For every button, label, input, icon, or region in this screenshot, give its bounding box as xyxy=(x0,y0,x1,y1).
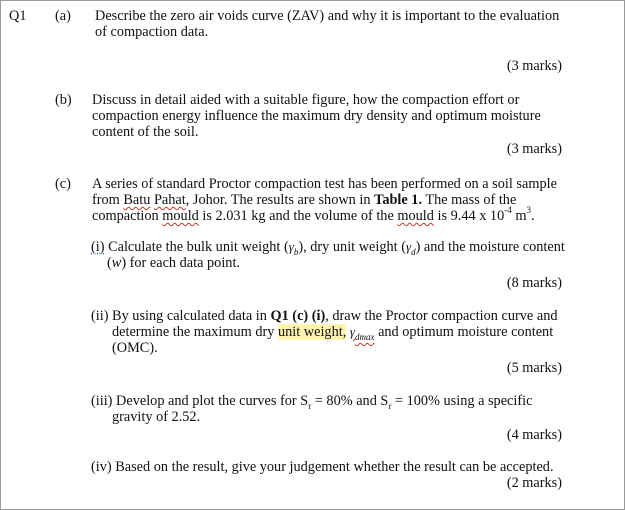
text-mass-value: is 2.031 kg and the volume of the xyxy=(202,208,394,224)
sub-i-line-2 xyxy=(91,255,581,271)
question-number: Q1 xyxy=(9,8,27,24)
sub-r-2: r xyxy=(388,400,392,411)
sub-b: b xyxy=(293,246,299,257)
part-a-line-2: of compaction data. xyxy=(95,24,209,40)
sub-iii-line-1 xyxy=(91,393,571,409)
sub-ii-t2: , draw the Proctor compaction curve and xyxy=(325,308,558,324)
sub-iv-text xyxy=(91,459,571,475)
word-mould-2: mould xyxy=(397,208,434,224)
sub-iii-t2: = 80% and S xyxy=(314,393,389,409)
place-batu: Batu xyxy=(123,192,151,208)
sub-i-label: (i) xyxy=(91,239,105,255)
gamma-dmax: γ xyxy=(349,324,355,339)
sub-ii-line-1 xyxy=(91,308,571,324)
sub-ii-label: (ii) xyxy=(91,308,109,324)
text-mass: The mass of the xyxy=(425,192,517,208)
part-b-label: (b) xyxy=(55,92,72,108)
sub-r-1: r xyxy=(308,400,312,411)
sub-ii-line-3: (OMC). xyxy=(112,340,158,356)
text-compaction: compaction xyxy=(92,208,159,224)
sub-iii-t1: Develop and plot the curves for S xyxy=(116,393,309,409)
part-a-label: (a) xyxy=(55,8,71,24)
sub-iv-marks: (2 marks) xyxy=(506,475,562,491)
highlighted-unit-weight: unit weight, xyxy=(277,324,347,340)
sub-i-t1: Calculate the bulk unit weight ( xyxy=(108,239,289,255)
volume-exponent: -4 xyxy=(504,205,512,216)
period: . xyxy=(530,208,535,224)
sub-ii-text xyxy=(91,308,571,356)
sub-iii-label: (iii) xyxy=(91,393,113,409)
unit-exponent: 3 xyxy=(526,205,531,216)
part-b-line-1: Discuss in detail aided with a suitable figure, how the compaction effort or xyxy=(92,92,520,108)
part-a-marks: (3 marks) xyxy=(506,58,562,74)
sub-ii-marks: (5 marks) xyxy=(506,360,562,376)
sub-i-text xyxy=(91,239,581,271)
sub-ii-t1: By using calculated data in xyxy=(112,308,267,324)
sub-iii-text xyxy=(91,393,571,425)
sub-i-t3: ) and the moisture content xyxy=(415,239,565,255)
part-c-label: (c) xyxy=(55,176,71,192)
sub-ii-t3: determine the maximum dry xyxy=(112,324,275,340)
text-results: , Johor. The results are shown in xyxy=(185,192,371,208)
sub-iii-marks: (4 marks) xyxy=(506,427,562,443)
part-b-line-3: content of the soil. xyxy=(92,124,199,140)
text-from: from xyxy=(92,192,120,208)
part-c-text xyxy=(92,176,563,224)
part-a-text xyxy=(95,8,565,40)
sub-iii-t3: = 100% using a specific xyxy=(394,393,533,409)
sub-ii-t5: and optimum moisture content xyxy=(378,324,554,340)
text-volume: is 9.44 x 10 xyxy=(437,208,505,224)
gamma-d: γ xyxy=(405,239,412,254)
sub-d: d xyxy=(411,246,416,257)
sub-i-t2: ), dry unit weight ( xyxy=(298,239,406,255)
part-a-line-1: Describe the zero air voids curve (ZAV) and why it is important to the evaluation xyxy=(95,8,560,24)
part-b-marks: (3 marks) xyxy=(506,141,562,157)
volume-unit: m xyxy=(515,208,527,224)
sub-iv-label: (iv) xyxy=(91,459,112,475)
sub-i-marks: (8 marks) xyxy=(506,275,562,291)
part-b-text xyxy=(92,92,563,140)
sub-iv-line-1 xyxy=(91,459,571,475)
part-c-line-2 xyxy=(92,192,563,208)
word-mould-1: mould xyxy=(162,208,199,224)
table-reference: Table 1. xyxy=(374,192,423,208)
sub-i-t4: ( xyxy=(107,255,112,271)
sub-iii-line-2: gravity of 2.52. xyxy=(112,409,201,425)
sub-dmax: dmax xyxy=(354,331,375,342)
sub-ii-line-2 xyxy=(91,324,571,340)
place-pahat: Pahat xyxy=(153,192,186,208)
sub-i-line-1 xyxy=(91,239,581,255)
question-reference: Q1 (c) (i) xyxy=(270,308,326,324)
sub-iv-t1: Based on the result, give your judgement whether the result can be accepted. xyxy=(115,459,554,475)
part-c-line-3 xyxy=(92,205,563,224)
gamma-b: γ xyxy=(288,239,294,254)
part-c-line-1: A series of standard Proctor compaction test has been performed on a soil sample xyxy=(92,176,557,192)
var-w: w xyxy=(111,255,122,271)
sub-i-t5: ) for each data point. xyxy=(121,255,241,271)
part-b-line-2: compaction energy influence the maximum dry density and optimum moisture xyxy=(92,108,541,124)
